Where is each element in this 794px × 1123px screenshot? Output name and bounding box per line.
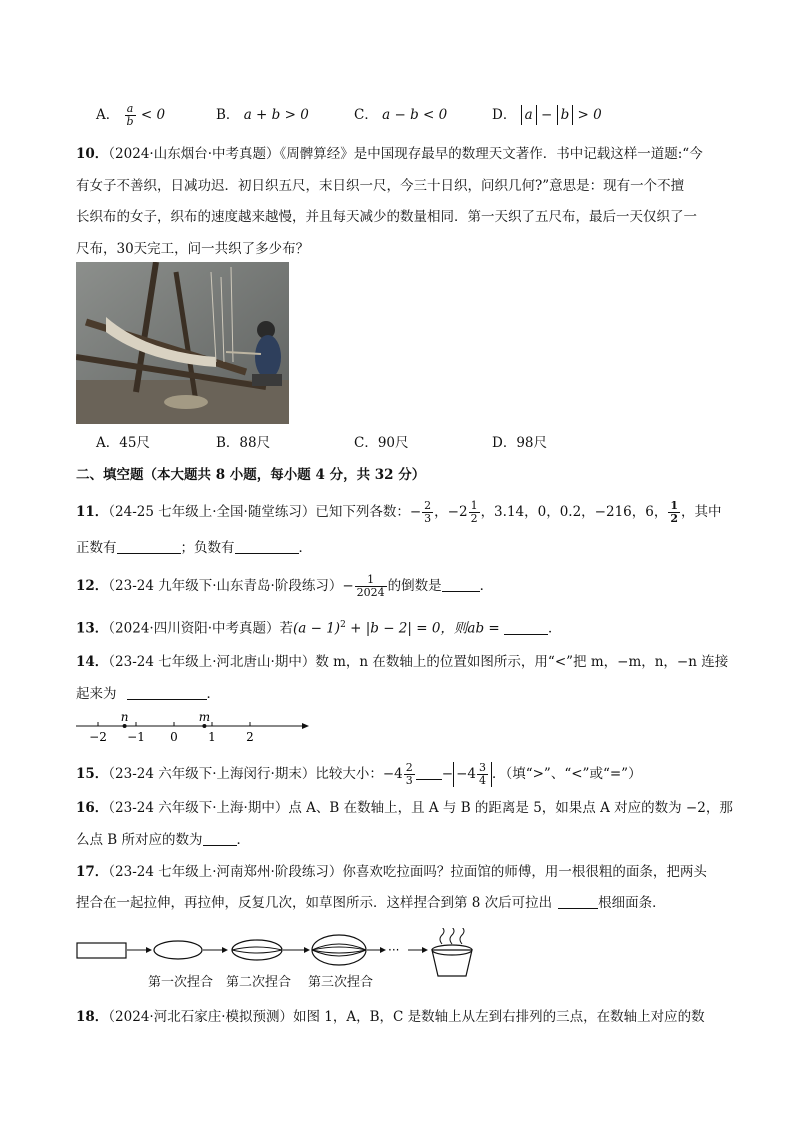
- q9-option-a[interactable]: A． $\frac{a}{b}$ < 0: [96, 102, 166, 128]
- ellipsis-dots: ···: [388, 943, 400, 957]
- fold-label-2: 第二次捏合: [226, 975, 292, 990]
- fraction: $\frac{a}{b}$: [126, 102, 134, 128]
- q9-option-c[interactable]: C． a − b < 0: [354, 107, 448, 123]
- tick-label: −2: [89, 730, 107, 744]
- section-title-fill-in: 二、填空题（本大题共 8 小题，每小题 4 分，共 32 分）: [76, 467, 426, 483]
- q11-negative-blank[interactable]: [235, 539, 299, 554]
- q14-line-2: 起来为 ．: [76, 686, 220, 702]
- point-n: [123, 724, 127, 728]
- q9-option-d[interactable]: D． a − b > 0: [492, 107, 602, 123]
- q9-option-b[interactable]: B． a + b > 0: [216, 107, 309, 123]
- loom-illustration: [76, 262, 289, 424]
- fold-2-shape: [232, 940, 282, 960]
- q18-line-1: 18．（2024·河北石家庄·模拟预测）如图 1，A，B，C 是数轴上从左到右排列的三点，在数轴上对应的数: [76, 1009, 705, 1025]
- q10-line-1: 10．（2024·山东烟台·中考真题）《周髀算经》是中国现存最早的数理天文著作．书中记载这样一道题:“今: [76, 146, 703, 162]
- weaving-woman-photo: [76, 262, 289, 424]
- q10-option-d[interactable]: D．98尺: [492, 435, 548, 451]
- fold-label-3: 第三次捏合: [308, 975, 374, 990]
- q13-answer-blank[interactable]: [504, 620, 548, 635]
- fold-1-shape: [154, 941, 202, 959]
- q11-positive-blank[interactable]: [117, 539, 181, 554]
- q16-line-1: 16．（23-24 六年级下·上海·期中）点 A、B 在数轴上，且 A 与 B 的距离是 5，如果点 A 对应的数为 −2，那: [76, 800, 733, 816]
- q10-option-b[interactable]: B．88尺: [216, 435, 271, 451]
- thick-noodle-rect: [77, 943, 126, 958]
- q10-line-2: 有女子不善织，日减功迟．初日织五尺，末日织一尺，今三十日织，问织几何?”意思是：现有一个不擅: [76, 178, 685, 194]
- tick-label: 1: [208, 730, 216, 744]
- q17-line-1: 17．（23-24 七年级上·河南郑州·阶段练习）你喜欢吃拉面吗？拉面馆的师傅，用一根很粗的面条，把两头: [76, 864, 707, 880]
- q14-number-line: [76, 712, 316, 746]
- q14-answer-blank[interactable]: [127, 685, 207, 700]
- q16-line-2: 么点 B 所对应的数为 ．: [76, 832, 251, 848]
- axis-arrow: [302, 723, 309, 729]
- q11-line-1: 11．（24-25 七年级上·全国·随堂练习）已知下列各数：− $\frac{2}{3}$ ，−2 $\frac{1}{2}$ ，3.14，0，0.2，−216，6， $\frac{1}{2}$ ，其中: [76, 499, 722, 525]
- fold-label-1: 第一次捏合: [148, 975, 214, 990]
- point-label-n: n: [120, 712, 129, 724]
- q10-option-a[interactable]: A．45尺: [96, 435, 150, 451]
- q12-answer-blank[interactable]: [442, 577, 480, 592]
- tick-label: −1: [127, 730, 145, 744]
- noodle-bowl-icon: [432, 928, 472, 976]
- q14-line-1: 14．（23-24 七年级上·河北唐山·期中）数 m，n 在数轴上的位置如图所示，用“<”把 m，−m，n，−n 连接: [76, 654, 729, 670]
- q17-answer-blank[interactable]: [558, 894, 598, 909]
- q10-line-3: 长织布的女子，织布的速度越来越慢，并且每天减少的数量相同．第一天织了五尺布，最后一天仅织了一: [76, 209, 697, 225]
- q15-line: 15．（23-24 六年级下·上海闵行·期末）比较大小：−4 $\frac{2}{3}$ − −4 $\frac{3}{4}$ ．（填“>”、“<”或“=”）: [76, 761, 642, 787]
- q11-line-2: 正数有 ；负数有 ．: [76, 540, 312, 556]
- q17-line-2: 捏合在一起拉伸，再拉伸，反复几次，如草图所示．这样捏合到第 8 次后可拉出 根细面条．: [76, 895, 666, 911]
- q12-line: 12．（23-24 九年级下·山东青岛·阶段练习）− $\frac{1}{2024}$ 的倒数是 ．: [76, 573, 494, 599]
- q13-line: 13．（2024·四川资阳·中考真题）若$(a - 1)^2 + |b - 2| = 0$，则ab = ．: [76, 620, 562, 637]
- q10-line-4: 尺布，30天完工，问一共织了多少布？: [76, 241, 310, 257]
- q16-answer-blank[interactable]: [203, 831, 237, 846]
- fold-3-shape: [312, 935, 366, 965]
- q10-option-c[interactable]: C．90尺: [354, 435, 409, 451]
- q15-answer-blank[interactable]: [416, 765, 442, 780]
- point-m: [202, 724, 206, 728]
- point-label-m: m: [198, 712, 211, 724]
- tick-label: 0: [170, 730, 178, 744]
- tick-label: 2: [246, 730, 254, 744]
